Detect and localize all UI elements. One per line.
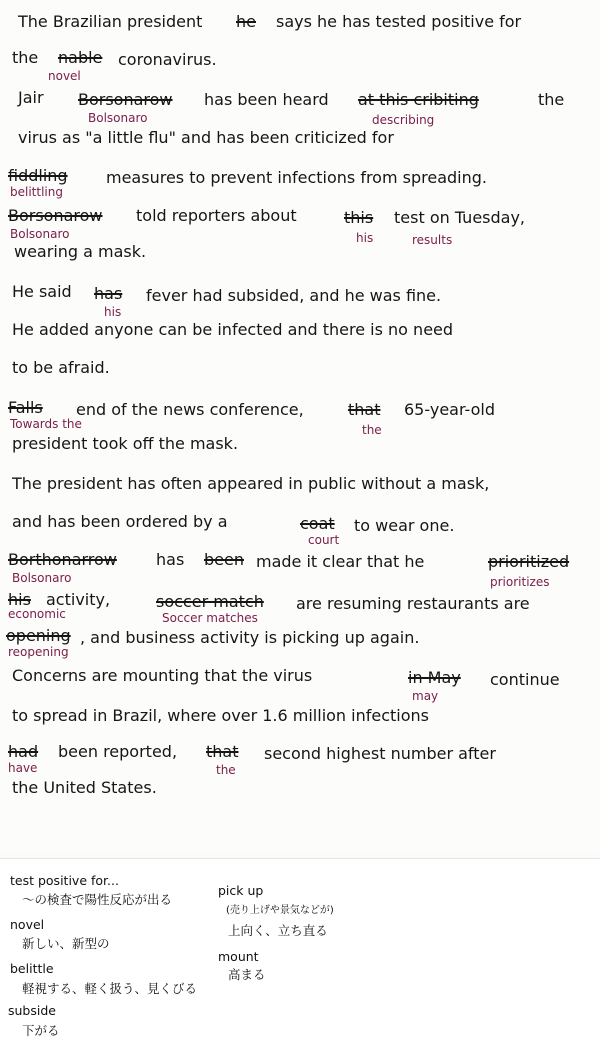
line-8-a: He said [12,282,72,301]
line-12: president took off the mask. [12,434,239,453]
line-20-strike: had [8,742,39,761]
line-14-strike: coat [300,514,335,533]
correction-bolsonaro-1: Bolsonaro [88,111,148,125]
line-16-b: activity, [46,590,111,609]
correction-novel: novel [48,69,81,83]
line-20-d: second highest number after [264,744,496,763]
correction-his: his [356,231,374,245]
line-11-d: 65-year-old [404,400,495,419]
line-21: the United States. [12,778,157,797]
line-2-strike: nable [58,48,103,67]
line-15-b: has [156,550,185,569]
line-5-b: measures to prevent infections from spreading. [106,168,487,187]
line-20-strike-2: that [206,742,239,761]
vocab-term-3: belittle [10,961,54,976]
correction-bolsonaro-3: Bolsonaro [12,571,72,585]
vocab-meaning-5b: 上向く、立ち直る [228,923,328,938]
correction-have: have [8,761,38,775]
line-2-c: coronavirus. [118,50,217,69]
line-6-d: test on Tuesday, [394,208,526,227]
line-8-c: fever had subsided, and he was fine. [146,286,442,305]
line-15-strike: been [204,550,244,569]
correction-reopening: reopening [8,645,69,659]
correction-his-2: his [104,305,122,319]
vocab-meaning-4: 下がる [22,1023,60,1038]
correction-the-2: the [216,763,236,777]
vocab-term-2: novel [10,917,45,932]
line-16-strike: his [8,590,31,609]
line-18-a: Concerns are mounting that the virus [12,666,313,685]
vocab-meaning-5a: (売り上げや景気などが) [226,905,334,916]
line-2-a: the [12,48,39,67]
line-6-strike: this [344,208,374,227]
correction-prioritizes: prioritizes [490,575,550,589]
line-1-c: says he has tested positive for [276,12,522,31]
line-14-c: to wear one. [354,516,455,535]
line-1-a: The Brazilian president [18,12,203,31]
line-11-strike-2: that [348,400,381,419]
correction-may: may [412,689,439,703]
line-3-c: has been heard [204,90,329,109]
line-4: virus as "a little flu" and has been criticized for [18,128,394,147]
line-18-strike: in May [408,668,461,687]
line-1-strike: he [236,12,256,31]
line-15-strike-name: Borthonarrow [8,550,117,569]
vocab-meaning-2: 新しい、新型の [22,936,110,951]
line-11-b: end of the news conference, [76,400,304,419]
correction-towards-the: Towards the [10,417,82,431]
line-18-c: continue [490,670,560,689]
line-19: to spread in Brazil, where over 1.6 million infections [12,706,429,725]
line-8-strike: has [94,284,123,303]
line-14-a: and has been ordered by a [12,512,228,531]
line-20-b: been reported, [58,742,178,761]
vocab-meaning-1: ～の検査で陽性反応が出る [22,892,173,907]
vocab-term-1: test positive for... [10,873,119,888]
correction-bolsonaro-2: Bolsonaro [10,227,70,241]
line-17-strike: opening [6,626,71,645]
line-5-strike: fiddling [8,166,68,185]
line-6-strike-name: Borsonarow [8,206,103,225]
vocab-term-6: mount [218,949,259,964]
vocab-meaning-3: 軽視する、軽く扱う、見くびる [22,981,198,996]
line-9: He added anyone can be infected and there is no need [12,320,454,339]
line-10: to be afraid. [12,358,110,377]
line-15-d: made it clear that he [256,552,425,571]
vocabulary-notes [0,858,600,1053]
line-16-d: are resuming restaurants are [296,594,530,613]
vocab-term-4: subside [8,1003,56,1018]
correction-describing: describing [372,113,435,127]
line-13: The president has often appeared in public without a mask, [12,474,490,493]
correction-belittling: belittling [10,185,63,199]
line-3-strike-name: Borsonarow [78,90,173,109]
correction-the: the [362,423,382,437]
correction-soccer-matches: Soccer matches [162,611,258,625]
line-3-strike: at this cribiting [358,90,479,109]
correction-court: court [308,533,340,547]
line-11-strike: Falls [8,398,43,417]
vocab-term-5: pick up [218,883,264,898]
line-6-b: told reporters about [136,206,297,225]
line-3-a: Jair [18,88,44,107]
line-16-strike-2: soccer match [156,592,264,611]
line-17-b: , and business activity is picking up again. [80,628,420,647]
correction-results: results [412,233,453,247]
line-3-e: the [538,90,565,109]
correction-economic: economic [8,607,66,621]
vocab-meaning-6: 高まる [228,967,266,982]
line-7: wearing a mask. [14,242,147,261]
line-15-strike-2: prioritized [488,552,570,571]
